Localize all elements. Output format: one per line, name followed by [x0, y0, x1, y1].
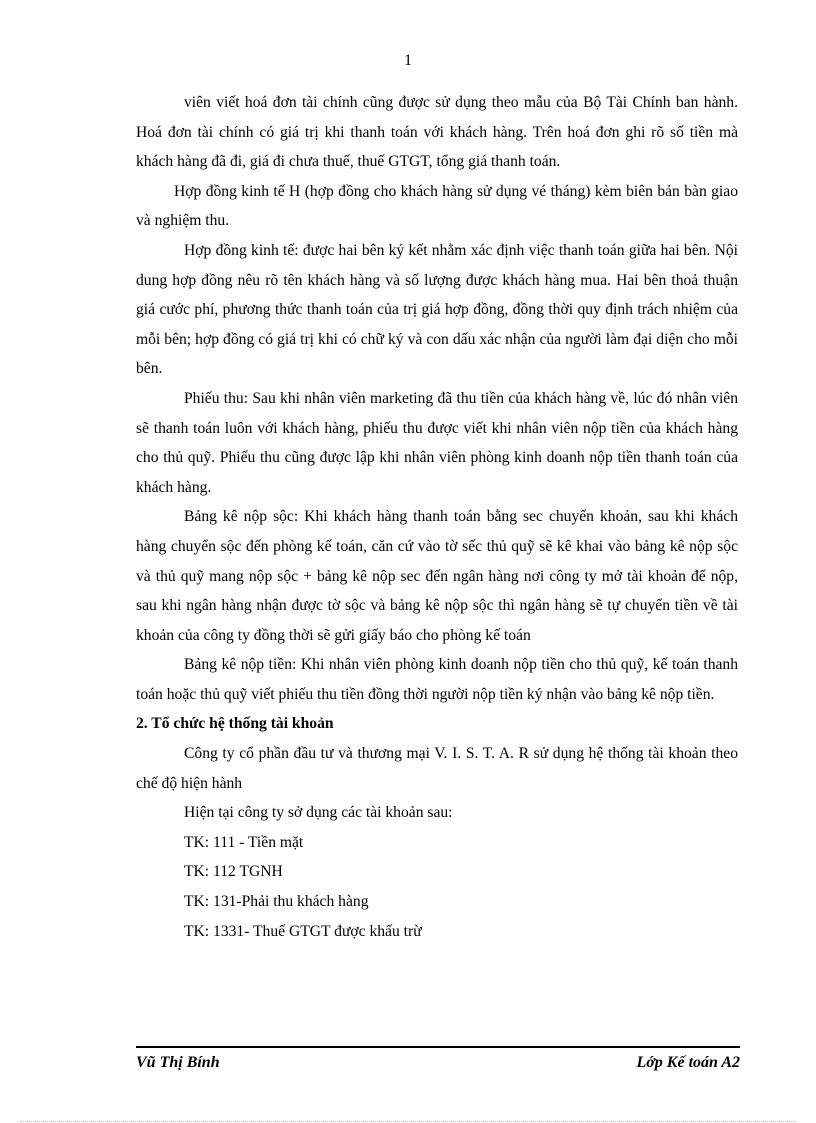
paragraph-invoice: viên viết hoá đơn tài chính cũng được sử dụng theo mẫu của Bộ Tài Chính ban hành. Hoá đơn tài chính có giá trị khi thanh toán với khách hàng. Trên hoá đơn ghi rõ số tiền mà khách hàng đã đi, giá đi chưa thuế, thuế GTGT, tổng giá thanh toán. — [136, 94, 738, 171]
paragraph-contract-h: Hợp đồng kinh tế H (hợp đồng cho khách hàng sử dụng vé tháng) kèm biên bản bàn giao và nghiệm thu. — [136, 182, 738, 230]
account-item: TK: 131-Phải thu khách hàng — [184, 893, 369, 911]
accounts-intro: Hiện tại công ty sở dụng các tài khoản sau: — [184, 804, 453, 822]
paragraph-receipt: Phiếu thu: Sau khi nhân viên marketing đã thu tiền của khách hàng về, lúc đó nhân viên sẽ thanh toán luôn với khách hàng, phiếu thu được viết khi nhân viên nộp tiền của khách hàng cho thủ quỹ. Phiếu thu cũng được lập khi nhân viên phòng kinh doanh nộp tiền thanh toán của khách hàng. — [136, 389, 738, 496]
footer-class: Lớp Kế toán A2 — [636, 1054, 740, 1071]
account-item: TK: 112 TGNH — [184, 863, 283, 881]
account-item: TK: 1331- Thuế GTGT được khấu trừ — [184, 922, 422, 940]
paragraph-economic-contract: Hợp đồng kinh tế: được hai bên ký kết nhằm xác định việc thanh toán giữa hai bên. Nội dung hợp đồng nêu rõ tên khách hàng và số lượng được khách hàng mua. Hai bên thoả thuận giá cước phí, phương thức thanh toán của trị giá hợp đồng, đồng thời quy định trách nhiệm của mỗi bên; hợp đồng có giá trị khi có chữ ký và con dấu xác nhận của người làm đại diện cho mỗi bên. — [136, 241, 738, 378]
paragraph-cash-list: Bảng kê nộp tiền: Khi nhân viên phòng kinh doanh nộp tiền cho thủ quỹ, kế toán thanh toán hoặc thủ quỹ viết phiếu thu tiền đồng thời người nộp tiền ký nhận vào bảng kê nộp tiền. — [136, 656, 738, 703]
document-body — [136, 88, 738, 946]
page-edge-divider — [20, 1121, 796, 1122]
paragraph-cheque-list: Bảng kê nộp sộc: Khi khách hàng thanh toán bằng sec chuyển khoản, sau khi khách hàng chuyển sộc đến phòng kế toán, căn cứ vào tờ sếc thủ quỹ sẽ kê khai vào bảng kê nộp sộc và thủ quỹ mang nộp sộc + bảng kê nộp sec đến ngân hàng nơi công ty mở tài khoản để nộp, sau khi ngân hàng nhận được tờ sộc và bảng kê nộp sộc thì ngân hàng sẽ tự chuyển tiền về tài khoản của công ty đồng thời sẽ gửi giấy báo cho phòng kế toán — [136, 508, 738, 644]
footer-author: Vũ Thị Bính — [136, 1054, 220, 1071]
section-intro: Công ty cổ phần đầu tư và thương mại V. I. S. T. A. R sử dụng hệ thống tài khoản theo chế độ hiện hành — [136, 745, 738, 792]
account-item: TK: 111 - Tiền mặt — [184, 833, 304, 851]
footer-divider — [136, 1046, 740, 1048]
page-number: 1 — [404, 52, 412, 69]
section-heading: 2. Tổ chức hệ thống tài khoản — [136, 715, 334, 733]
